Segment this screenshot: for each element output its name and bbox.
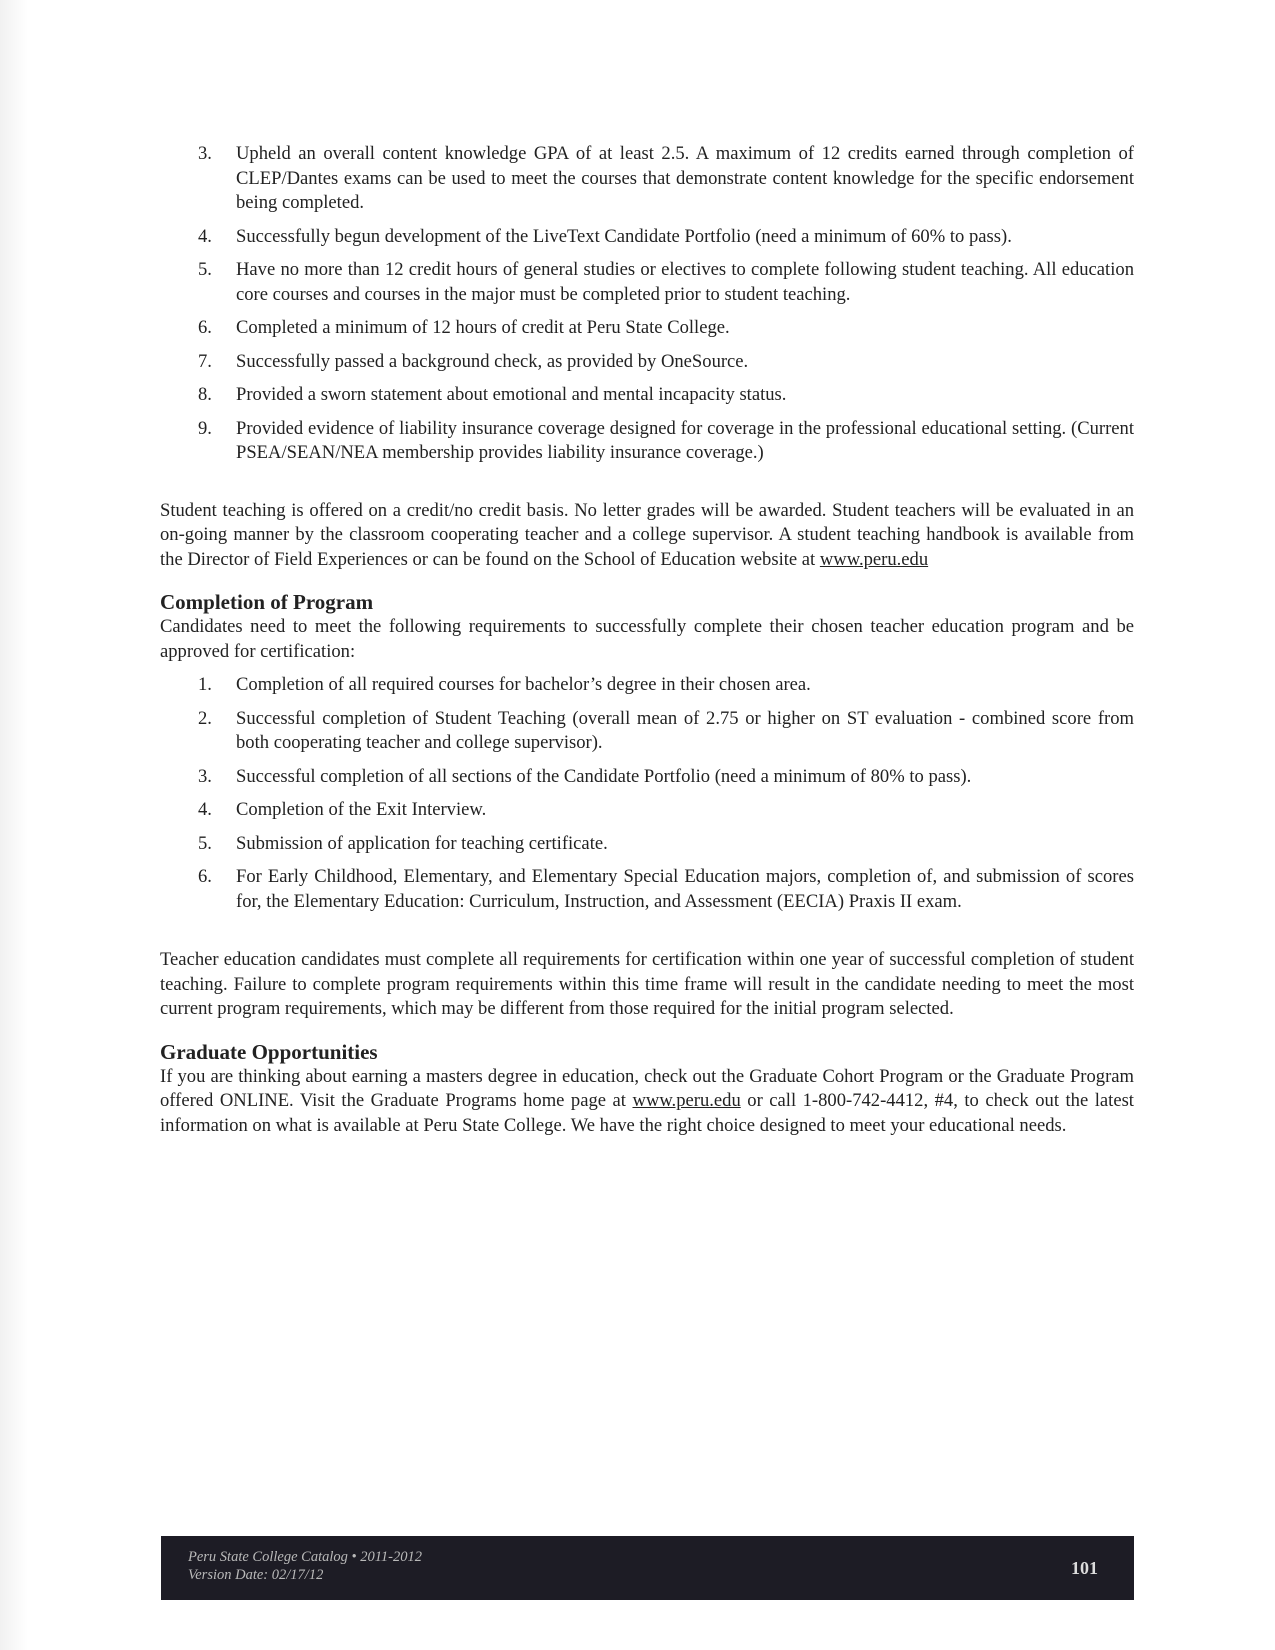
list-item	[160, 258, 1134, 307]
list-item-text: Successfully begun development of the LiveText Candidate Portfolio (need a minimum of 60% to pass).	[236, 225, 1012, 247]
list-item-number: 6.	[198, 317, 212, 338]
list-item-text: Have no more than 12 credit hours of general studies or electives to complete following student teaching. All education core courses and courses in the major must be completed prior to student teaching.	[236, 259, 1134, 305]
list-item-number: 1.	[198, 674, 212, 695]
list-item	[160, 765, 1134, 790]
list-item-text: Completion of the Exit Interview.	[236, 799, 487, 820]
list-item	[160, 865, 1134, 914]
list-item	[160, 316, 1134, 341]
list-item-text: Successful completion of all sections of the Candidate Portfolio (need a minimum of 80% to pass).	[236, 765, 972, 787]
list-item-number: 6.	[198, 866, 212, 887]
list-item	[160, 383, 1134, 408]
list-item-number: 5.	[198, 832, 212, 854]
list-item-number: 9.	[198, 417, 212, 439]
list-item-text: Upheld an overall content knowledge GPA of at least 2.5. A maximum of 12 credits earned through completion of CLEP/Dantes exams can be used to meet the courses that demonstrate content knowledge for the specific endorsement being completed.	[236, 143, 1134, 213]
page-content	[160, 142, 1134, 1138]
completion-requirements-list	[160, 673, 1134, 914]
peru-website-link[interactable]: www.peru.edu	[819, 548, 929, 570]
list-item	[160, 673, 1134, 698]
list-item-text: Completed a minimum of 12 hours of credit at Peru State College.	[236, 317, 730, 338]
list-item	[160, 417, 1134, 466]
list-item-number: 3.	[198, 143, 212, 164]
graduate-heading: Graduate Opportunities	[160, 1039, 378, 1064]
list-item	[160, 350, 1134, 375]
version-date: Version Date: 02/17/12	[188, 1567, 324, 1583]
list-item-number: 2.	[198, 707, 212, 729]
footer-bar	[161, 1536, 1134, 1600]
catalog-title: Peru State College Catalog • 2011-2012	[188, 1549, 422, 1565]
list-item-number: 4.	[198, 799, 212, 820]
list-item-number: 8.	[198, 384, 212, 405]
list-item	[160, 225, 1134, 250]
page-number: 101	[1071, 1558, 1098, 1578]
list-item	[160, 798, 1134, 823]
list-item-text: Provided a sworn statement about emotional and mental incapacity status.	[236, 384, 787, 405]
list-item-number: 7.	[198, 350, 212, 372]
graduate-text-after-link: or call 1-800-742-4412, #4, to check out the latest information on what is available at Peru State College. We have the right choice designed to meet your educational needs.	[160, 1090, 1134, 1136]
student-teaching-text: Student teaching is offered on a credit/no credit basis. No letter grades will be awarded. Student teachers will be evaluated in an on-going manner by the classroom cooperating teacher and a college supervisor. A student teaching handbook is available from the Director of Field Experiences or can be found on the School of Education website at	[160, 499, 1134, 570]
list-item	[160, 707, 1134, 756]
list-item-text: Provided evidence of liability insurance coverage designed for coverage in the professional educational setting. (Current PSEA/SEAN/NEA membership provides liability insurance coverage.)	[236, 417, 1134, 463]
list-item-text: Submission of application for teaching certificate.	[236, 832, 608, 854]
list-item	[160, 832, 1134, 857]
list-item-number: 3.	[198, 765, 212, 787]
list-item-number: 5.	[198, 259, 212, 280]
graduate-text-before-link: If you are thinking about earning a masters degree in education, check out the Graduate Cohort Program or the Graduate Program offered ONLINE. Visit the Graduate Programs home page at	[160, 1065, 1134, 1111]
list-item	[160, 142, 1134, 216]
graduate-programs-link[interactable]: www.peru.edu	[632, 1090, 741, 1111]
page-edge-shadow	[0, 0, 28, 1650]
completion-heading: Completion of Program	[160, 590, 374, 614]
completion-intro: Candidates need to meet the following requirements to successfully complete their chosen teacher education program and be approved for certification:	[160, 616, 1134, 662]
list-item-text: For Early Childhood, Elementary, and Elementary Special Education majors, completion of, and submission of scores for, the Elementary Education: Curriculum, Instruction, and Assessment (EECIA) Praxis II exam.	[236, 866, 1134, 912]
graduate-paragraph	[160, 1065, 1134, 1139]
list-item-text: Completion of all required courses for bachelor’s degree in their chosen area.	[236, 674, 811, 695]
student-teaching-paragraph	[160, 499, 1134, 573]
student-teaching-requirements-list	[160, 142, 1134, 466]
certification-deadline-paragraph: Teacher education candidates must complete all requirements for certification within one year of successful completion of student teaching. Failure to complete program requirements within this time frame will result in the candidate needing to meet the most current program requirements, which may be different from those required for the initial program selected.	[160, 949, 1134, 1019]
list-item-number: 4.	[198, 225, 212, 247]
list-item-text: Successfully passed a background check, as provided by OneSource.	[236, 350, 749, 372]
list-item-text: Successful completion of Student Teaching (overall mean of 2.75 or higher on ST evaluation - combined score from both cooperating teacher and college supervisor).	[236, 707, 1134, 753]
